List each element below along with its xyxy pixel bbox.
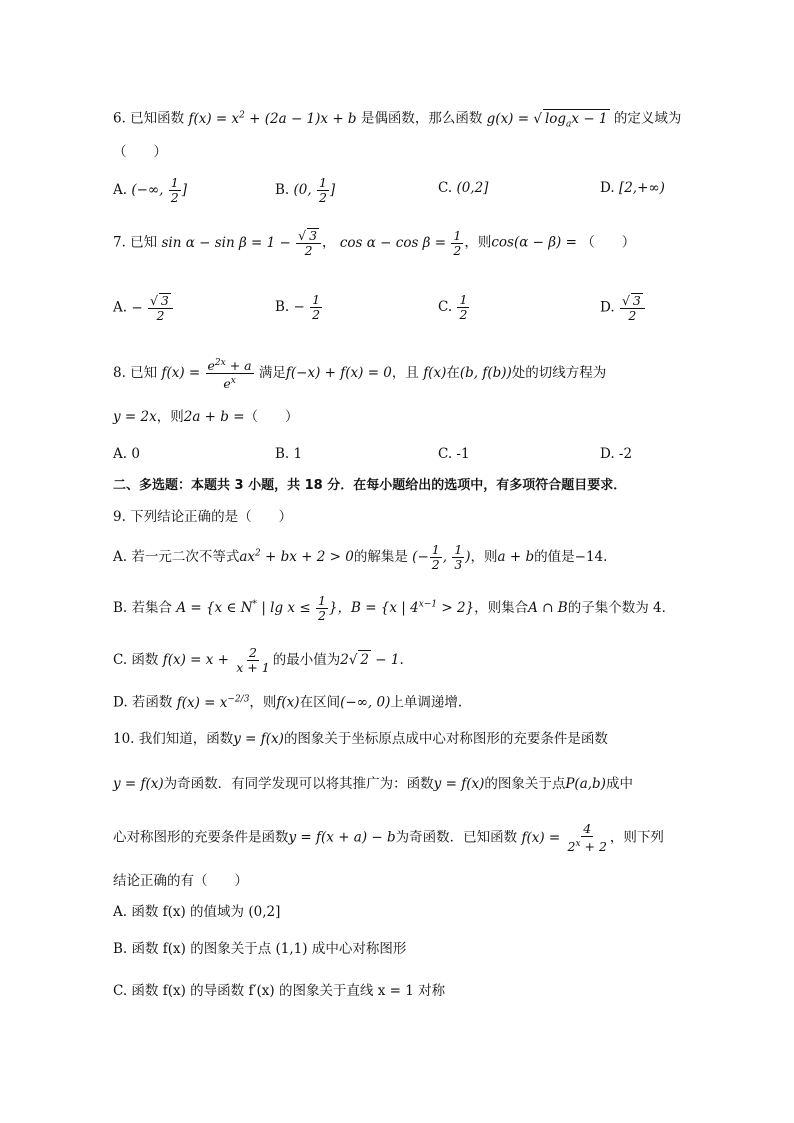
q7-option-b: B. − $\frac{1}{2}$	[275, 292, 321, 322]
question-10-line1: 10. 我们知道，函数y = f(x)的图象关于坐标原点成中心对称图形的充要条件是函数	[113, 731, 608, 747]
q6-option-c: C. (0,2]	[438, 180, 489, 196]
question-10-line2: y = f(x)为奇函数．有同学发现可以将其推广为：函数y = f(x)的图象关于点P(a,b)成中	[113, 776, 633, 792]
section-2-title: 二、多选题：本题共 3 小题，共 18 分．在每小题给出的选项中，有多项符合题目要求．	[113, 478, 627, 493]
q9-option-c: C. 函数 f(x) = x + $\frac{2}{x + 1}$ 的最小值为2√ 2 − 1.	[113, 645, 404, 675]
q6-option-b: B. (0, $\frac{1}{2}$ ]	[275, 175, 336, 205]
q6-option-a: A. (−∞, $\frac{1}{2}$ ]	[113, 175, 187, 205]
q7-option-a: A. − $\frac{√ 3}{2}$	[113, 293, 174, 323]
q6-mid: 是偶函数，那么函数	[360, 110, 483, 127]
question-8-stem: 8. 已知 f(x) = $\frac{e^{2x} + a}{e^x}$ 满足f(−x) + f(x) = 0，且 f(x)在(b, f(b))处的切线方程为	[113, 358, 607, 392]
question-7-stem: 7. 已知 sin α − sin β = 1 − $\frac{√ 3}{2}$ ， cos α − cos β = $\frac{1}{2}$ ，则cos(α − β) = （ ）	[113, 227, 636, 258]
q8-option-b: B. 1	[275, 446, 303, 462]
q10-option-a: A. 函数 f(x) 的值域为 (0,2]	[113, 904, 281, 920]
q7-option-c: C. $\frac{1}{2}$	[438, 292, 468, 322]
question-6-stem	[113, 106, 681, 133]
q7-option-d: D. $\frac{√ 3}{2}$	[600, 293, 646, 323]
q10-option-c: C. 函数 f(x) 的导函数 f′(x) 的图象关于直线 x = 1 对称	[113, 983, 446, 999]
q9-option-b: B. 若集合 A = {x ∈ N* | lg x ≤ $\frac{1}{2}$ }，B = {x | $4^{x-1} > 2$}，则集合A ∩ B的子集个数为 4．	[113, 593, 676, 623]
q10-option-b: B. 函数 f(x) 的图象关于点 (1,1) 成中心对称图形	[113, 941, 407, 957]
q6-prefix: 6. 已知函数	[113, 110, 185, 127]
question-10-line3: 心对称图形的充要条件是函数y = f(x + a) − b为奇函数．已知函数 f(x) = $\frac{4}{2^x + 2}$ ，则下列	[113, 821, 664, 855]
question-10-line4: 结论正确的有（ ）	[113, 873, 248, 889]
q8-option-a: A. 0	[113, 446, 140, 462]
q6-f-expression: $f(x) = x^2 + (2a - 1)x + b$	[188, 110, 357, 127]
q6-g-expression: g(x) = √ $\log_ax - 1$	[487, 111, 610, 127]
q8-line2: y = 2x，则2a + b =（ ）	[113, 409, 299, 425]
q9-option-a: A. 若一元二次不等式$ax^2$ + bx + 2 > 0的解集是 (− $\frac{1}{2}$ , $\frac{1}{3}$ )，则a + b的值是−14.	[113, 542, 608, 572]
q6-bracket: （ ）	[113, 144, 167, 160]
question-9-stem: 9. 下列结论正确的是（ ）	[113, 509, 293, 525]
q9-option-d: D. 若函数 $f(x) = x^{-2/3}$，则f(x)在区间(−∞, 0)上单调递增.	[113, 694, 463, 711]
q8-option-d: D. -2	[600, 446, 633, 462]
q6-suffix: 的定义域为	[613, 110, 682, 127]
q6-option-d: D. [2,+∞)	[600, 180, 665, 196]
q8-option-c: C. -1	[438, 446, 470, 462]
